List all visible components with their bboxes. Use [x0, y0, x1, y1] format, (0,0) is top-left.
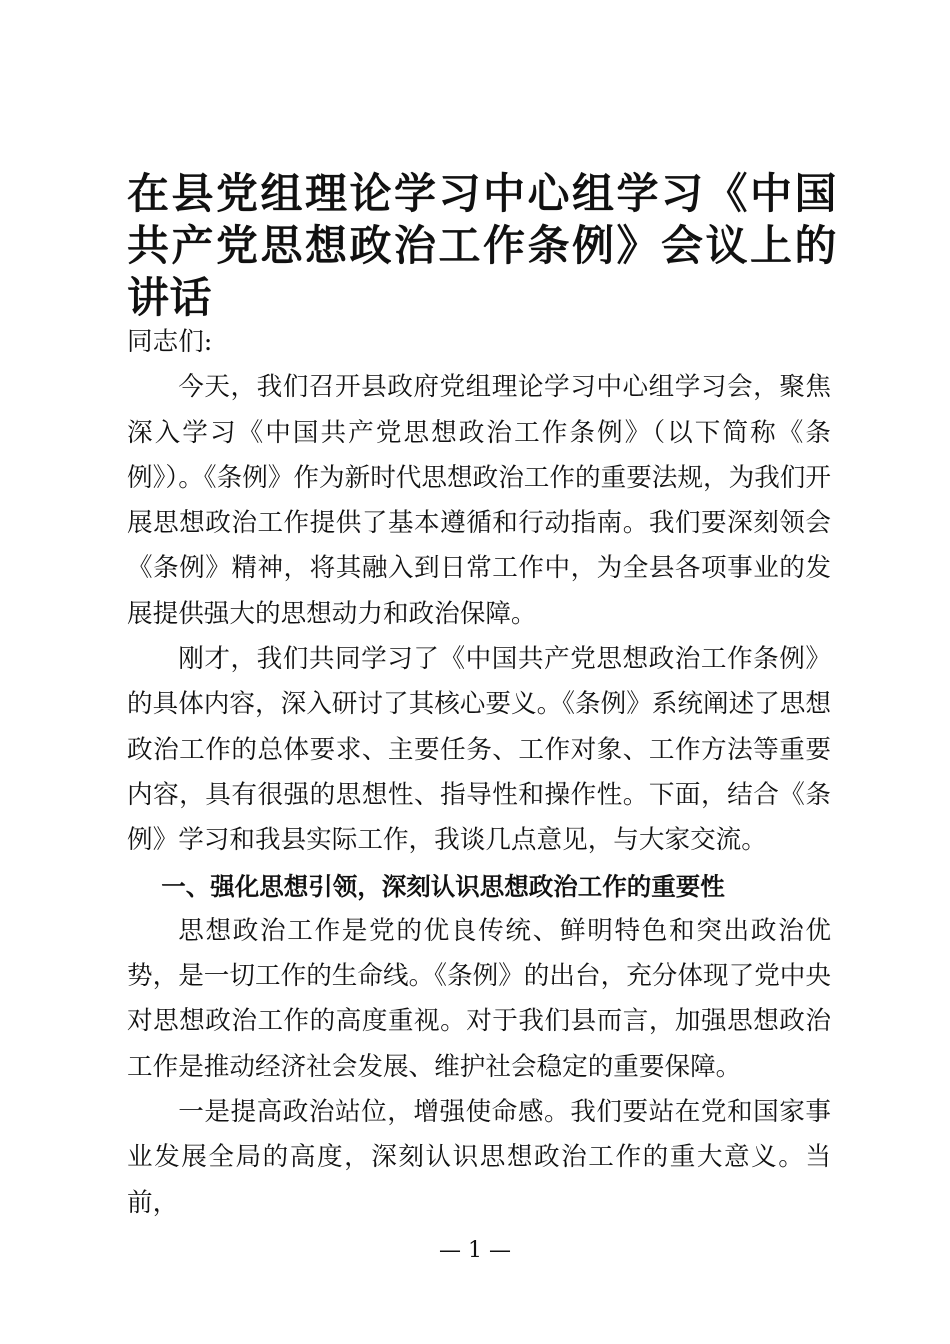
body-paragraph: 一是提高政治站位，增强使命感。我们要站在党和国家事业发展全局的高度，深刻认识思想政治工作的重大意义。当前，	[127, 1097, 831, 1218]
salutation: 同志们:	[127, 327, 213, 357]
section-heading: 一、强化思想引领，深刻认识思想政治工作的重要性	[161, 871, 725, 901]
document-title: 在县党组理论学习中心组学习《中国共产党思想政治工作条例》会议上的讲话	[127, 169, 837, 322]
body-paragraph: 思想政治工作是党的优良传统、鲜明特色和突出政治优势，是一切工作的生命线。《条例》的出台，充分体现了党中央对思想政治工作的高度重视。对于我们县而言，加强思想政治工作是推动经济社会发展、维护社会稳定的重要保障。	[127, 915, 831, 1082]
page-number: — 1 —	[439, 1238, 511, 1263]
document-body	[127, 320, 831, 1226]
body-paragraph: 刚才，我们共同学习了《中国共产党思想政治工作条例》的具体内容，深入研讨了其核心要义。《条例》系统阐述了思想政治工作的总体要求、主要任务、工作对象、工作方法等重要内容，具有很强的思想性、指导性和操作性。下面，结合《条例》学习和我县实际工作，我谈几点意见，与大家交流。	[127, 644, 831, 856]
body-paragraph: 今天，我们召开县政府党组理论学习中心组学习会，聚焦深入学习《中国共产党思想政治工作条例》（以下简称《条例》）。《条例》作为新时代思想政治工作的重要法规，为我们开展思想政治工作提供了基本遵循和行动指南。我们要深刻领会《条例》精神，将其融入到日常工作中，为全县各项事业的发展提供强大的思想动力和政治保障。	[127, 372, 831, 629]
